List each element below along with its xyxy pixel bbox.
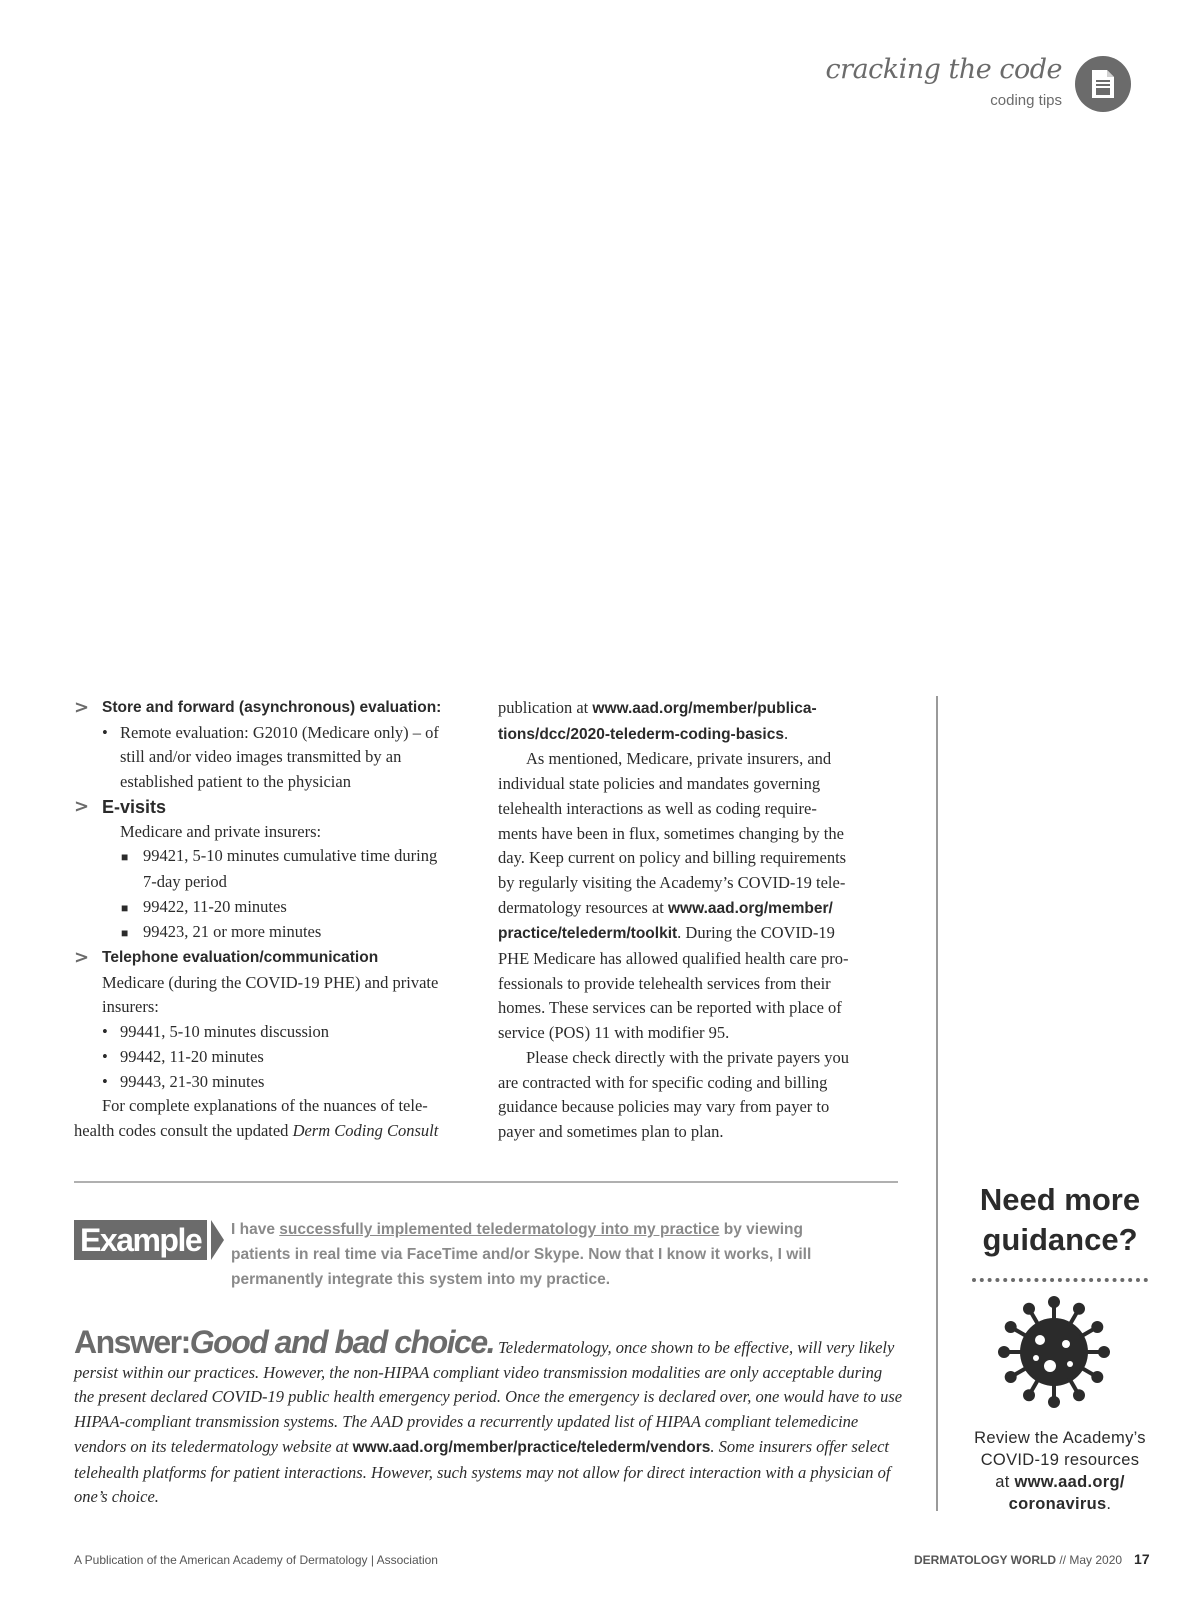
- magazine-name: DERMATOLOGY WORLD: [914, 1553, 1056, 1567]
- sidebar-title: Need more guidance?: [979, 1182, 1141, 1257]
- publication-title: Derm Coding Consult: [292, 1120, 439, 1140]
- virus-icon: [992, 1290, 1116, 1419]
- heading-telephone: > Telephone evaluation/communication: [74, 946, 474, 971]
- sidebar-divider: [936, 696, 938, 1511]
- paragraph-line: ments have been in flux, sometimes changing by the: [498, 823, 844, 843]
- paragraph-line: tions/dcc/2020-telederm-coding-basics.: [498, 723, 789, 743]
- answer-verdict: Good and bad choice.: [189, 1324, 494, 1360]
- list-item: • 99442, 11-20 minutes: [102, 1046, 264, 1066]
- answer-text-end: . Some insurers offer select telehealth platforms for patient interactions. However, such systems may not allow for direct interaction with a physician of one’s choice.: [74, 1436, 891, 1507]
- paragraph-line: day. Keep current on policy and billing requirements: [498, 848, 847, 868]
- list-item: ■ 99422, 11-20 minutes: [121, 896, 287, 916]
- answer-text: Teledermatology, once shown to be effective, will very likely persist within our practices. However, the non-HIPAA compliant video transmission modalities are only acceptable during the present declared COVID-19 public health emergency period. Once the emergency is declared over, one would have to use HIPAA-compliant transmission systems. The AAD provides a recurrently updated list of HIPAA compliant telemedicine vendors on its teledermatology website at: [74, 1338, 903, 1456]
- telephone-intro: Medicare (during the COVID-19 PHE) and private: [102, 972, 439, 992]
- link-toolkit-cont[interactable]: practice/telederm/toolkit: [498, 925, 678, 943]
- example-line: patients in real time via FaceTime and/or Skype. Now that I know it works, I will: [231, 1246, 812, 1263]
- left-column: [74, 696, 474, 1144]
- paragraph-line: As mentioned, Medicare, private insurers, and: [526, 749, 832, 769]
- heading-e-visits: > E-visits: [74, 795, 474, 820]
- paragraph-line: For complete explanations of the nuances of tele-: [102, 1096, 428, 1116]
- sidebar-text: Review the Academy’s COVID-19 resources at www.aad.org/ coronavirus.: [974, 1429, 1146, 1513]
- link-coronavirus[interactable]: www.aad.org/: [1014, 1473, 1125, 1491]
- paragraph-line: dermatology resources at www.aad.org/member/: [498, 897, 833, 917]
- answer-block: [74, 1324, 904, 1510]
- example-line: permanently integrate this system into my practice.: [231, 1271, 611, 1288]
- footer-folio: DERMATOLOGY WORLD // May 2020 17: [914, 1551, 1150, 1567]
- paragraph-line: guidance because policies may vary from payer to: [498, 1097, 830, 1117]
- example-label: Example 1: [74, 1220, 207, 1260]
- heading-store-forward: > Store and forward (asynchronous) evaluation:: [74, 696, 474, 721]
- dotted-divider: [972, 1278, 1148, 1282]
- chevron-right-icon: >: [74, 795, 90, 817]
- link-toolkit[interactable]: www.aad.org/member/: [667, 899, 833, 917]
- list-item: • 99441, 5-10 minutes discussion: [102, 1022, 329, 1042]
- paragraph-line: are contracted with for specific coding and billing: [498, 1072, 828, 1092]
- paragraph-line: service (POS) 11 with modifier 95.: [498, 1023, 730, 1043]
- paragraph-line: telehealth interactions as well as coding require-: [498, 798, 817, 818]
- list-item: • 99443, 21-30 minutes: [102, 1071, 265, 1091]
- list-item: • Remote evaluation: G2010 (Medicare only) – of: [102, 722, 439, 742]
- paragraph-line: individual state policies and mandates governing: [498, 774, 821, 794]
- section-divider: [74, 1181, 898, 1183]
- link-coronavirus-cont[interactable]: coronavirus: [1008, 1495, 1107, 1513]
- example-line: I have successfully implemented teledermatology into my practice by viewing: [231, 1221, 803, 1238]
- page-number: 17: [1134, 1551, 1150, 1567]
- answer-label: Answer:: [74, 1324, 190, 1360]
- issue-date: May 2020: [1069, 1553, 1123, 1567]
- list-item-cont: established patient to the physician: [120, 772, 351, 792]
- link-vendors[interactable]: www.aad.org/member/practice/telederm/vendors: [352, 1438, 711, 1456]
- middle-column: [498, 696, 903, 1145]
- arrow-right-icon: [211, 1220, 224, 1260]
- list-item: ■ 99423, 21 or more minutes: [121, 922, 322, 942]
- paragraph-line: payer and sometimes plan to plan.: [498, 1121, 724, 1141]
- e-visits-intro: Medicare and private insurers:: [120, 821, 322, 841]
- document-icon: [1075, 56, 1131, 112]
- section-title: cracking the code: [825, 54, 1062, 85]
- paragraph-line: homes. These services can be reported with place of: [498, 998, 842, 1018]
- paragraph-line: health codes consult the updated Derm Coding Consult: [74, 1120, 439, 1140]
- paragraph-line: fessionals to provide telehealth services from their: [498, 973, 831, 993]
- paragraph-line: practice/telederm/toolkit. During the COVID-19: [498, 923, 835, 943]
- section-subtitle: coding tips: [990, 92, 1062, 109]
- chevron-right-icon: >: [74, 697, 90, 718]
- paragraph-line: PHE Medicare has allowed qualified health care pro-: [498, 949, 849, 969]
- example-text: [231, 1217, 891, 1292]
- chevron-right-icon: >: [74, 947, 90, 969]
- footer-publisher: A Publication of the American Academy of Dermatology | Association: [74, 1553, 438, 1567]
- link-coding-basics-cont[interactable]: tions/dcc/2020-telederm-coding-basics: [498, 725, 784, 743]
- paragraph-line: by regularly visiting the Academy’s COVID-19 tele-: [498, 872, 846, 892]
- paragraph-line: Please check directly with the private payers you: [526, 1047, 850, 1067]
- list-item-cont: still and/or video images transmitted by an: [120, 747, 402, 767]
- telephone-intro-cont: insurers:: [102, 997, 159, 1017]
- link-coding-basics[interactable]: www.aad.org/member/publica-: [592, 700, 817, 717]
- list-item-cont: 7-day period: [143, 871, 227, 891]
- list-item: ■ 99421, 5-10 minutes cumulative time during: [121, 846, 438, 866]
- paragraph-line: publication at www.aad.org/member/publica-: [498, 698, 817, 717]
- underlined-phrase: successfully implemented teledermatology into my practice: [279, 1221, 720, 1238]
